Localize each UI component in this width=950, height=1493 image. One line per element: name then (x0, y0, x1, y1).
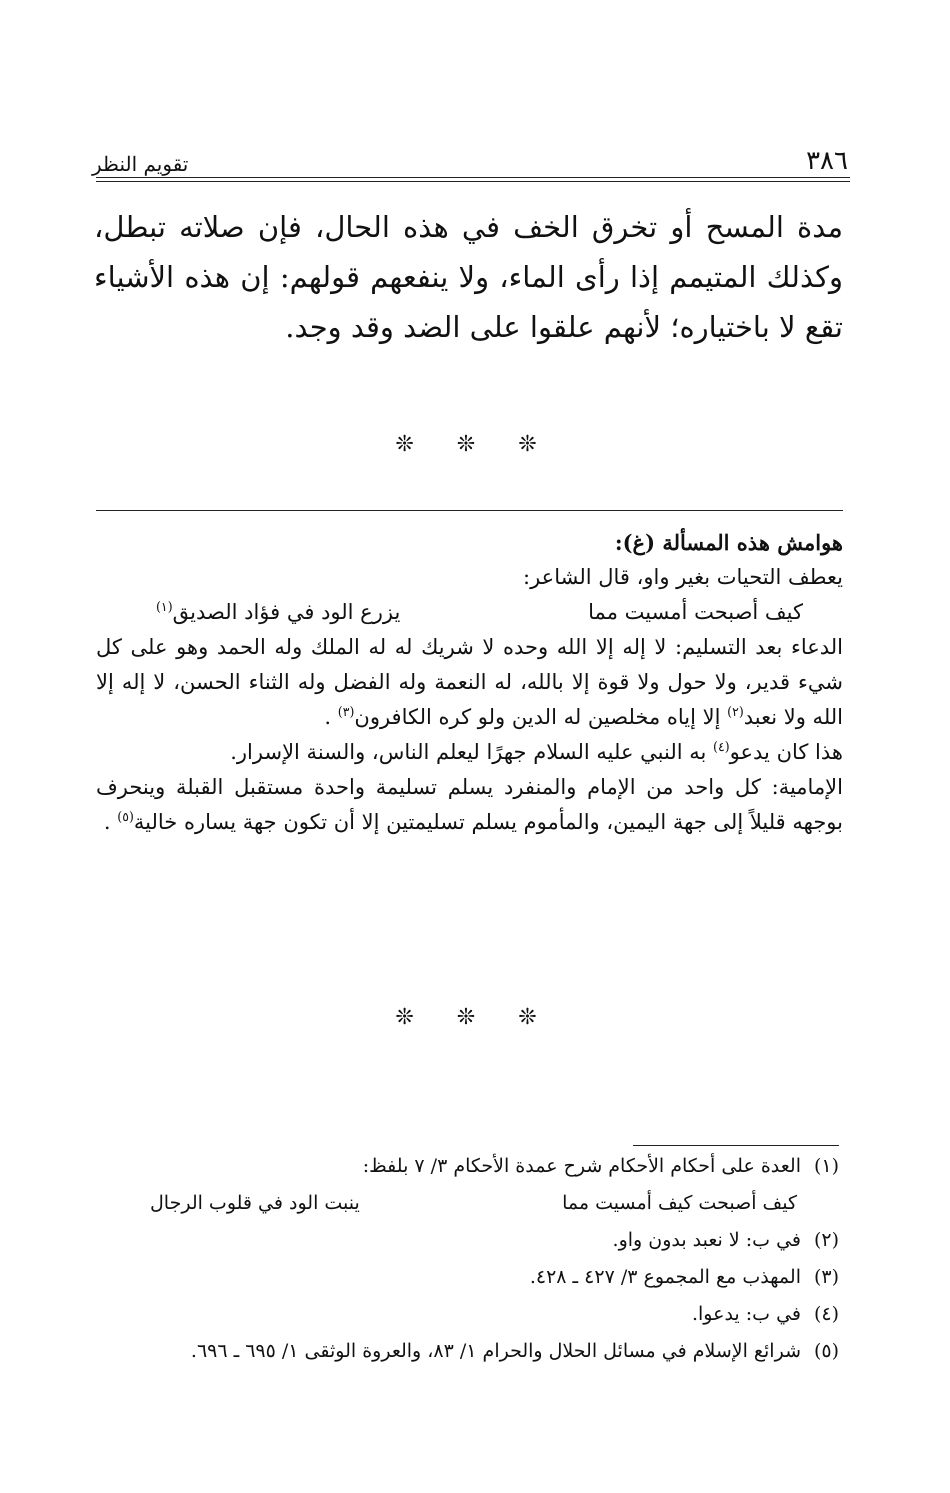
running-header (92, 140, 848, 176)
footnote-ref-1[interactable]: (١) (156, 599, 173, 614)
para-3-tail: به النبي عليه السلام جهرًا ليعلم الناس، والسنة الإسرار. (230, 740, 707, 764)
header-rule-bottom (96, 181, 850, 182)
footnote-text: في ب: يدعوا. (691, 1303, 801, 1325)
footnote-number: (٢) (813, 1229, 839, 1251)
section-separator-2: ❊ ❊ ❊ (395, 1005, 555, 1030)
footnote-ref-2[interactable]: (٢) (727, 704, 744, 719)
main-text (94, 202, 843, 352)
footnote-rule (633, 1145, 839, 1146)
notes-paragraph-2 (96, 630, 843, 735)
footnote-text: شرائع الإسلام في مسائل الحلال والحرام ١/ ٨٣، والعروة الوثقى ١/ ٦٩٥ ـ ٦٩٦. (190, 1340, 801, 1362)
footnote-text: المهذب مع المجموع ٣/ ٤٢٧ ـ ٤٢٨. (529, 1266, 801, 1288)
footnote-ref-5[interactable]: (٥) (117, 809, 134, 824)
footnotes (120, 1148, 839, 1370)
para-4-text: الإمامية: كل واحد من الإمام والمنفرد يسلم تسليمة واحدة مستقبل القبلة وينحرف بوجهه قليلاً إلى جهة اليمين، والمأموم يسلم تسليمتين إلا أن تكون جهة يساره خالية (96, 775, 843, 834)
main-paragraph: مدة المسح أو تخرق الخف في هذه الحال، فإن صلاته تبطل، وكذلك المتيمم إذا رأى الماء، ولا ينفعهم قولهم: إن هذه الأشياء تقع لا باختياره؛ لأنهم علقوا على الضد وقد وجد. (94, 210, 843, 344)
notes-section (96, 525, 843, 840)
footnote-3 (120, 1259, 839, 1296)
section-separator-1: ❊ ❊ ❊ (395, 432, 555, 457)
footnote-number: (١) (813, 1155, 839, 1177)
notes-paragraph-3 (96, 735, 843, 770)
footnote-ref-4[interactable]: (٤) (713, 739, 730, 754)
para-2-tail: إلا إياه مخلصين له الدين ولو كره الكافرون (354, 705, 721, 729)
para-2-end: . (324, 705, 332, 729)
footnote-number: (٥) (813, 1340, 839, 1362)
book-title: تقويم النظر (92, 152, 189, 176)
para-3-text: هذا كان يدعو (729, 740, 843, 764)
footnote-4 (120, 1296, 839, 1333)
footnote-verse-b: ينبت الود في قلوب الرجال (150, 1192, 360, 1214)
footnote-verse (120, 1185, 839, 1222)
footnote-2 (120, 1222, 839, 1259)
para-2-text: الدعاء بعد التسليم: لا إله إلا الله وحده لا شريك له له الملك وله الحمد وهو على كل شيء قدير، ولا حول ولا قوة إلا بالله، له النعمة وله الفضل وله الثناء الحسن، لا إله إلا الله ولا نعبد (96, 635, 843, 729)
notes-paragraph-4 (96, 770, 843, 840)
page-number: ٣٨٦ (806, 146, 848, 176)
notes-heading: هوامش هذه المسألة (غ): (614, 530, 843, 555)
footnote-text: العدة على أحكام الأحكام شرح عمدة الأحكام ٣/ ٧ بلفظ: (362, 1155, 801, 1177)
footnote-text: في ب: لا نعبد بدون واو. (612, 1229, 801, 1251)
verse-1-hemistich-a: كيف أصبحت أمسيت مما (588, 600, 803, 624)
footnote-number: (٤) (813, 1303, 839, 1325)
footnote-5 (120, 1333, 839, 1370)
notes-rule (96, 510, 843, 511)
verse-1 (96, 595, 843, 630)
notes-line-1: يعطف التحيات بغير واو، قال الشاعر: (523, 565, 843, 589)
footnote-ref-3[interactable]: (٣) (337, 704, 355, 719)
header-rule-top (96, 177, 850, 178)
footnote-1 (120, 1148, 839, 1185)
verse-1-text: يزرع الود في فؤاد الصديق (172, 600, 401, 624)
footnote-number: (٣) (813, 1266, 839, 1288)
verse-1-hemistich-b (156, 595, 400, 630)
footnote-verse-a: كيف أصبحت كيف أمسيت مما (562, 1192, 797, 1214)
para-4-end: . (103, 810, 111, 834)
